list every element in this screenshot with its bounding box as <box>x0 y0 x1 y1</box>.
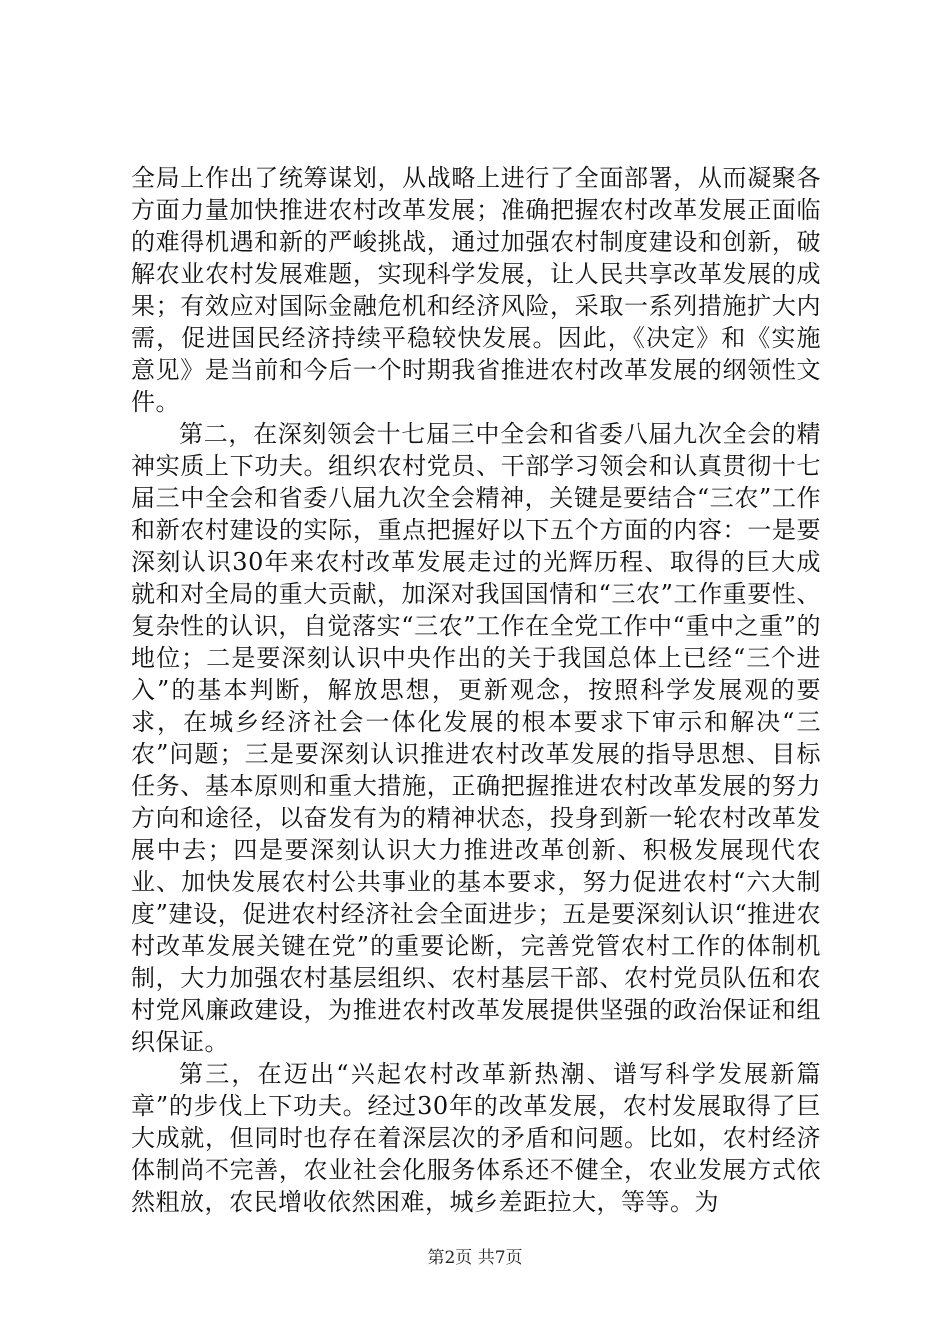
paragraph-third: 第三，在迈出“兴起农村改革新热潮、谱写科学发展新篇章”的步伐上下功夫。经过30年的改革发展，农村发展取得了巨大成就，但同时也存在着深层次的矛盾和问题。比如，农村经济体制尚不完善，农业社会化服务体系还不健全，农业发展方式依然粗放，农民增收依然困难，城乡差距拉大，等等。为 <box>131 1060 821 1216</box>
paragraph-continued: 全局上作出了统筹谋划，从战略上进行了全面部署，从而凝聚各方面力量加快推进农村改革发展；准确把握农村改革发展正面临的难得机遇和新的严峻挑战，通过加强农村制度建设和创新，破解农业农村发展难题，实现科学发展，让人民共享改革发展的成果；有效应对国际金融危机和经济风险，采取一系列措施扩大内需，促进国民经济持续平稳较快发展。因此，《决定》和《实施意见》是当前和今后一个时期我省推进农村改革发展的纲领性文件。 <box>131 164 821 416</box>
document-body <box>131 162 821 1218</box>
page-indicator: 第2页 共7页 <box>427 1248 523 1268</box>
page-footer <box>0 1243 950 1268</box>
paragraph-second: 第二，在深刻领会十七届三中全会和省委八届九次全会的精神实质上下功夫。组织农村党员、干部学习领会和认真贯彻十七届三中全会和省委八届九次全会精神，关键是要结合“三农”工作和新农村建设的实际，重点把握好以下五个方面的内容：一是要深刻认识30年来农村改革发展走过的光辉历程、取得的巨大成就和对全局的重大贡献，加深对我国国情和“三农”工作重要性、复杂性的认识，自觉落实“三农”工作在全党工作中“重中之重”的地位；二是要深刻认识中央作出的关于我国总体上已经“三个进入”的基本判断，解放思想，更新观念，按照科学发展观的要求，在城乡经济社会一体化发展的根本要求下审示和解决“三农”问题；三是要深刻认识推进农村改革发展的指导思想、目标任务、基本原则和重大措施，正确把握推进农村改革发展的努力方向和途径，以奋发有为的精神状态，投身到新一轮农村改革发展中去；四是要深刻认识大力推进改革创新、积极发展现代农业、加快发展农村公共事业的基本要求，努力促进农村“六大制度”建设，促进农村经济社会全面进步；五是要深刻认识“推进农村改革发展关键在党”的重要论断，完善党管农村工作的体制机制，大力加强农村基层组织、农村基层干部、农村党员队伍和农村党风廉政建设，为推进农村改革发展提供坚强的政治保证和组织保证。 <box>131 420 821 1056</box>
